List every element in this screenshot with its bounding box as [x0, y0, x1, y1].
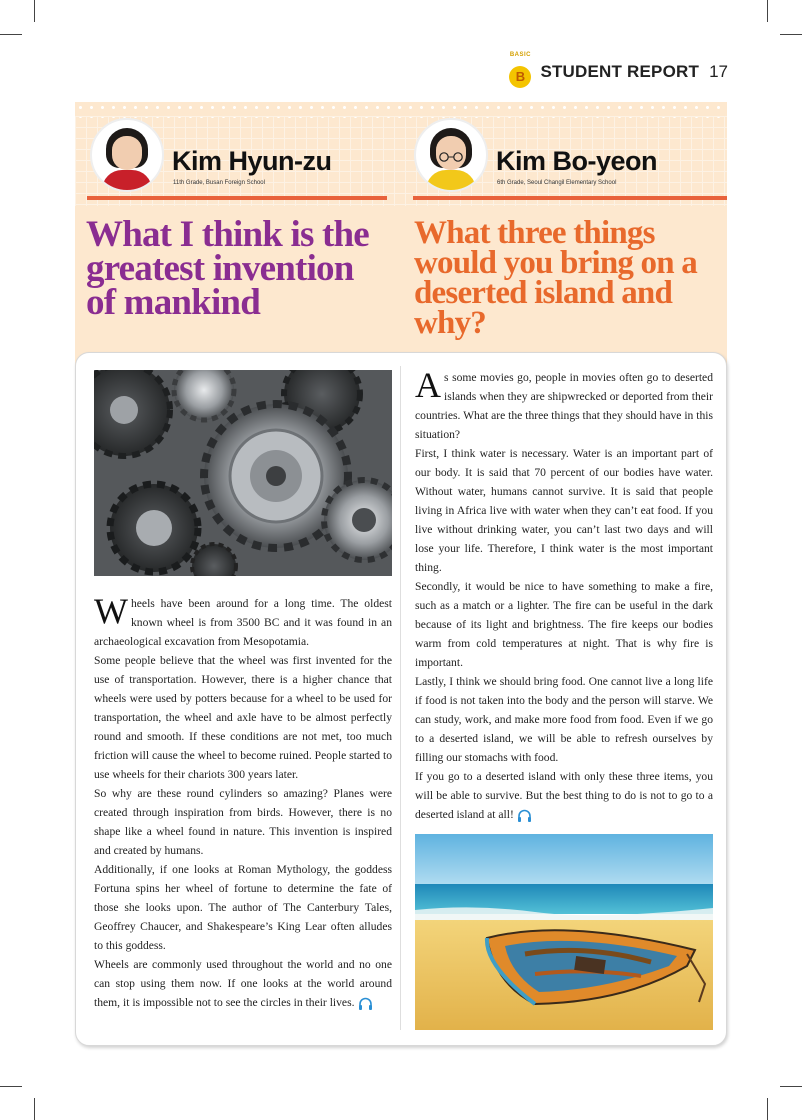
avatar	[90, 118, 164, 192]
headphone-icon	[358, 997, 373, 1010]
badge-label: BASIC	[509, 52, 532, 58]
paragraph: Secondly, it would be nice to have something to make a fire, such as a match or a lighter. The fire can be useful in the dark because of its light and brightness. The fire keeps our bodies warm from cold temperatures at night. That is why fire is important.	[415, 580, 713, 669]
crop-mark	[34, 0, 35, 22]
paragraph: Additionally, if one looks at Roman Mythology, the goddess Fortuna spins her wheel of fortune to determine the fate of those she looks upon. The author of The Canterbury Tales, Geoffrey Chaucer, and Shakespeare’s King Lear often alludes to this goddess.	[94, 863, 392, 952]
crop-mark	[0, 1086, 22, 1087]
column-divider	[400, 366, 401, 1030]
paragraph: If you go to a deserted island with only these three items, you will be able to survive. But the best thing to do is not to go to a deserted island at all!	[415, 770, 713, 821]
paragraph: First, I think water is necessary. Water is an important part of our body. It is said that 70 percent of our bodies have water. Without water, humans cannot survive. It is said that people living in Africa live with water when they can’t eat food. If you live without drinking water, you can’t last two days and will lose your life. Therefore, I think water is the most important thing.	[415, 447, 713, 574]
article-right-body	[415, 365, 713, 824]
dropcap: A	[415, 365, 441, 405]
headline-right: What three things would you bring on a deserted island and why?	[414, 215, 697, 341]
dropcap: W	[94, 591, 128, 631]
paragraph: heels have been around for a long time. The oldest known wheel is from 3500 BC and it was found in an archaeological excavation from Mesopotamia.	[94, 597, 392, 648]
author-right	[414, 118, 724, 192]
author-school: 6th Grade, Seoul Changil Elementary School	[497, 180, 617, 186]
paragraph: s some movies go, people in movies often go to deserted islands when they are shipwrecked or deported from their countries. What are the three things that they should have in this situation?	[415, 371, 713, 441]
avatar	[414, 118, 488, 192]
paragraph: Wheels are commonly used throughout the world and no one can stop using them now. If one looks at the world around them, it is impossible not to see the circles in their lives.	[94, 958, 392, 1009]
headline-left: What I think is the greatest invention of mankind	[86, 214, 369, 323]
title-rule	[87, 196, 387, 200]
page-number: 17	[709, 62, 728, 81]
author-left	[90, 118, 390, 192]
headphone-icon	[517, 809, 532, 822]
article-left-body	[94, 591, 392, 1012]
crop-mark	[780, 1086, 802, 1087]
page-header	[506, 52, 728, 92]
basic-badge-icon	[506, 52, 534, 92]
crop-mark	[780, 34, 802, 35]
author-school: 11th Grade, Busan Foreign School	[173, 180, 265, 186]
crop-mark	[767, 0, 768, 22]
crop-mark	[767, 1098, 768, 1120]
crop-mark	[0, 34, 22, 35]
paragraph: Lastly, I think we should bring food. One cannot live a long life if food is not taken into the body and the person will starve. We can study, work, and make more food from food. Even if we go to a deserted island, we will be able to refresh ourselves by filling our stomachs with food.	[415, 675, 713, 764]
beach-boat-photo	[415, 834, 713, 1030]
crop-mark	[34, 1098, 35, 1120]
title-rule	[413, 196, 727, 200]
badge-letter: B	[509, 66, 531, 88]
author-name: Kim Hyun-zu	[172, 146, 332, 176]
section-title: STUDENT REPORT	[540, 62, 700, 81]
paragraph: So why are these round cylinders so amazing? Planes were created through inspiration from birds. However, there is no shape like a wheel found in nature. This invention is inspired and created by humans.	[94, 787, 392, 857]
author-name: Kim Bo-yeon	[496, 146, 658, 176]
paragraph: Some people believe that the wheel was first invented for the use of transportation. However, there is a higher chance that wheels were used by potters because for a wheel to be used for transportation, the wheel and axle have to be almost perfectly round and smooth. If these conditions are not met, too much friction will cause the wheel to become ruined. People started to use wheels for their chariots 300 years later.	[94, 654, 392, 781]
gears-photo	[94, 370, 392, 576]
